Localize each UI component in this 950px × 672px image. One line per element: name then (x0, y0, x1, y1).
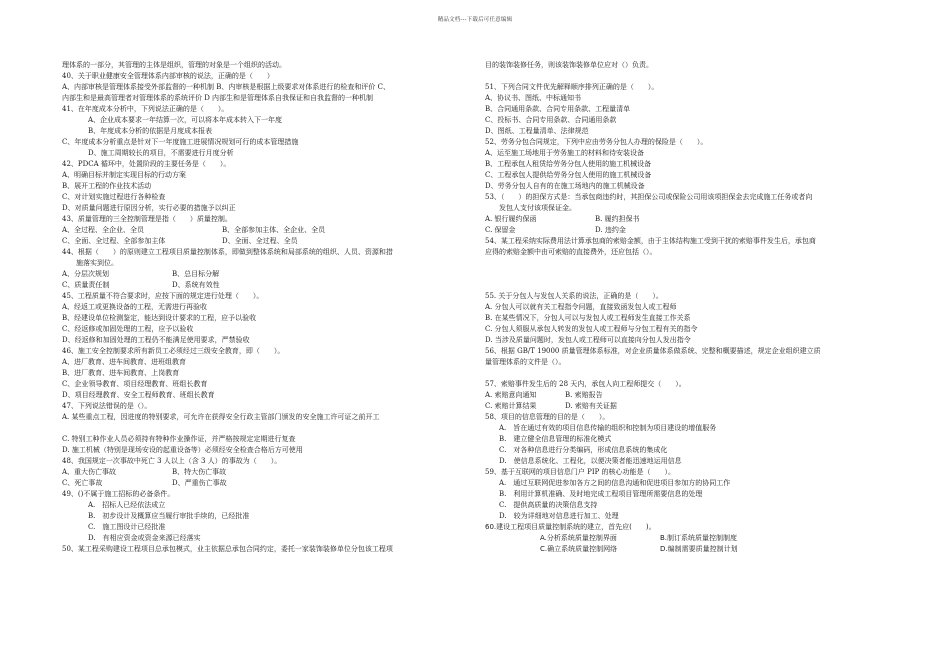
text-line: C、经返修或加固处理的工程，应予以验收 (62, 325, 194, 333)
text-line: B. 建立健全信息管理的标准化模式 (499, 435, 612, 443)
text-line: A. 某些重点工程，因进度的特别要求，可允许在获得安全行政主管部门颁发的安全施工许可证之前开工 (62, 413, 380, 421)
text-line: D. 施工机械（特别是现场安设的起重设备等）必须经安全检查合格后方可使用 (62, 446, 303, 454)
text-line: C. 施工图设计已经批准 (88, 523, 166, 531)
text-line: 47、下列说法错误的是（）。 (62, 402, 152, 410)
option-text: B. 履约担保书 (595, 215, 640, 223)
text-line: C、年度成本分析重点是针对下一年度施工进展情况规划可行的成本管理措施 (62, 138, 299, 146)
text-line: 施落实到位。 (76, 259, 118, 267)
text-line: 42、PDCA 循环中，处置阶段的主要任务是（ ）。 (62, 160, 231, 168)
text-line: 53、（ ）的担保方式是：当承包商违约时，其担保公司或保险公司用该项担保金去完成施工任务或者向 (485, 193, 813, 201)
text-line: 60.建设工程项目质量控制系统的建立，首先应( )。 (485, 523, 656, 531)
option-text: B、全部参加主体、全企业、全员 (222, 226, 326, 234)
text-line: 43、质量管理的三全控制管理是指（ ）质量控制。 (62, 215, 232, 223)
blank-line (485, 258, 895, 291)
text-line: 内部生和是最高管理者对管理体系的系统评价 D 内部生和是管理体系自我保证和自我监督的一种机制 (62, 94, 374, 102)
text-line: B、合同通用条款、合同专用条款、工程量清单 (485, 105, 631, 113)
text-line: B、展开工程的作业技术活动 (62, 182, 152, 190)
text-line: C. 特别工种作业人员必须持有特种作业操作证，并严格按规定定期进行复查 (62, 435, 296, 443)
text-line: A、企业成本要求一年结算一次，可以将本年成本转入下一年度 (88, 116, 283, 124)
text-line: 发包人支付该项保证金。 (499, 204, 576, 212)
page-header: 精品文档---下载后可任意编辑 (437, 17, 513, 23)
text-line: B. 在某些情况下，分包人可以与发包人或工程师发生直接工作关系 (485, 314, 691, 322)
option-row (62, 225, 467, 236)
text-line: D、施工周期较长的项目，不需要进行月度分析 (88, 149, 234, 157)
text-line: 54、某工程采纳实际费用法计算承包商的索赔金额，由于主体结构施工受到干扰的索赔事件发生后，承包商 (485, 237, 816, 245)
option-text: D、全面、全过程、全员 (222, 237, 298, 245)
text-line: 50、某工程采购建设工程项目总承包模式，业主依据总承包合同约定，委托一家装饰装修单位分包该工程项 (62, 545, 393, 553)
text-line: B. 利用计算机准确、及时地完成工程项目管理所需要信息的处理 (499, 490, 703, 498)
option-text: B.制订系统质量控制制度 (660, 534, 738, 542)
blank-line (485, 71, 895, 82)
text-line: A、内部审核是管理体系接受外部监督的一种机制 B、内审核是根据上级要求对体系进行的检查和评价 C、 (62, 83, 391, 91)
option-row (62, 236, 467, 247)
text-line: 52、劳务分包合同规定，下列中应由劳务分包人办理的保险是（ ）。 (485, 138, 708, 146)
option-text: A、全过程、全企业、全员 (62, 226, 145, 234)
text-line: A、进厂教育、进车间教育、进班组教育 (62, 358, 187, 366)
text-line: 41、在年度成本分析中，下列说法正确的是（ ）。 (62, 105, 229, 113)
text-line: 56、根据 GB/T 19000 质量管理体系标准，对企业质量体系做系统、完整和概要描述，规定企业组织建立质 (485, 347, 821, 355)
option-text: B、特大伤亡事故 (172, 468, 227, 476)
text-line: D. 较为详细地对信息进行加工、处理 (499, 512, 619, 520)
option-text: D、严重伤亡事故 (172, 479, 227, 487)
text-line: D、图纸、工程量清单、法律规范 (485, 127, 589, 135)
text-line: 51、下列合同文件优先解释顺序排列正确的是（ ）。 (485, 83, 659, 91)
option-row (62, 269, 467, 280)
text-line: 46、施工安全控制要求所有新员工必须经过三级安全教育，即（ ）。 (62, 347, 285, 355)
text-line: A. 通过互联网促进参加各方之间的信息沟通和促进项目参加方的协同工作 (499, 479, 731, 487)
text-line: A、明确目标并制定实现目标的行动方案 (62, 171, 187, 179)
option-row (485, 401, 895, 412)
text-line: C. 分包人须服从承包人转发的发包人或工程师与分包工程有关的指令 (485, 325, 698, 333)
text-line: 49、()不属于施工招标的必备条件。 (62, 490, 175, 498)
option-row (62, 467, 467, 478)
option-text: C.确立系统质量控制网络 (540, 545, 618, 553)
option-text: A. 索赔意向通知 (485, 391, 537, 399)
option-text: D.编制需要质量控制计划 (660, 545, 738, 553)
text-line: A. 旨在通过有效的项目信息传输的组织和控制为项目建设的增值服务 (499, 424, 717, 432)
text-line: D、对质量问题进行原因分析，实行必要的措施予以纠正 (62, 204, 236, 212)
option-text: A.分析系统质量控制界面 (540, 534, 617, 542)
option-row (62, 280, 467, 291)
option-text: A、分层次规划 (62, 270, 110, 278)
blank-line (485, 368, 895, 379)
option-text: C、质量责任制 (62, 281, 110, 289)
text-line: A. 招标人已经依法成立 (88, 501, 166, 509)
option-text: D. 违约金 (595, 226, 626, 234)
text-line: 40、关于职业健康安全管理体系内部审核的说法，正确的是（ ） (62, 72, 274, 80)
text-line: B、工程承包人租赁给劳务分包人使用的施工机械设备 (485, 160, 652, 168)
text-line: D、劳务分包人自有的在施工场地内的施工机械设备 (485, 182, 645, 190)
option-row (485, 390, 895, 401)
text-line: 44、根据（ ）的原则建立工程项目质量控制体系，即做到整体系统和局部系统的组织、人员、资源和措 (62, 248, 393, 256)
text-line: 量管理体系的文件是（）。 (485, 358, 566, 366)
text-line: C、对计划实施过程进行各种检查 (62, 193, 166, 201)
text-line: D、项目经理教育、安全工程师教育、班组长教育 (62, 391, 215, 399)
option-row (485, 533, 895, 544)
option-row (485, 214, 895, 225)
text-line: A. 分包人可以就有关工程指令问题，直接致函发包人或工程师 (485, 303, 677, 311)
text-line: C、投标书、合同专用条款、合同通用条款 (485, 116, 617, 124)
text-line: D. 有相应资金或资金来源已经落实 (88, 534, 201, 542)
text-line: 45、工程质量不符合要求时，应按下面的规定进行处理（ ）。 (62, 292, 264, 300)
text-line: 48、我国规定一次事故中死亡 3 人以上（含 3 人）的事故为（ ）。 (62, 457, 282, 465)
text-line: B、年度成本分析的依据是月度成本报表 (88, 127, 213, 135)
option-text: D、系统有效性 (172, 281, 220, 289)
text-line: 理体系的一部分，其管理的主体是组织，管理的对象是一个组织的活动。 (62, 61, 286, 69)
text-line: A、运至施工场地用于劳务施工的材料和待安装设备 (485, 149, 645, 157)
option-text: D. 索赔有关证据 (565, 402, 617, 410)
text-line: 目的装饰装修任务，则该装饰装修单位应对（）负责。 (485, 61, 653, 69)
option-row (485, 544, 895, 555)
option-text: C. 索赔计算结果 (485, 402, 537, 410)
left-column (62, 60, 467, 555)
option-row (62, 478, 467, 489)
text-line: 58、项目的信息管理的目的是（ ）。 (485, 413, 610, 421)
text-line: B. 初步设计及概算应当履行审批手续的，已经批准 (88, 512, 250, 520)
text-line: 57、索赔事件发生后的 28 天内，承包人向工程师提交（ ）。 (485, 380, 686, 388)
text-line: C. 提供高质量的决策信息支持 (499, 501, 598, 509)
option-text: A、重大伤亡事故 (62, 468, 117, 476)
text-line: D、经返修和加固处理的工程仍不能满足使用要求，严禁验收 (62, 336, 250, 344)
text-line: D. 使信息系统化、工程化，以便决策者能迅速地运用信息 (499, 457, 682, 465)
text-line: C、工程承包人提供给劳务分包人使用的施工机械设备 (485, 171, 652, 179)
option-text: C、全面、全过程、全部参加主体 (62, 237, 166, 245)
blank-line (62, 423, 467, 434)
option-text: C、死亡事故 (62, 479, 103, 487)
option-text: B. 索赔报告 (565, 391, 603, 399)
text-line: D. 当涉及质量问题时，发包人或工程师可以直接向分包人发出指令 (485, 336, 691, 344)
text-line: B、经建设单位检测鉴定，能达到设计要求的工程，应予以验收 (62, 314, 257, 322)
text-line: 应得的索赔金额中由可索赔的直接费外，还应包括（）。 (485, 248, 657, 256)
text-line: 55. 关于分包人与发包人关系的说法，正确的是（ ）。 (485, 292, 663, 300)
text-line: 59、基于互联网的项目信息门户 PIP 的核心功能是（ ）。 (485, 468, 676, 476)
option-text: C. 保留金 (485, 226, 516, 234)
text-line: C、企业领导教育、项目经理教育、班组长教育 (62, 380, 208, 388)
text-line: C. 对各种信息进行分类编码，形成信息系统的集成化 (499, 446, 668, 454)
right-column (485, 60, 895, 555)
text-line: A、经返工或更换设备的工程，无需进行再验收 (62, 303, 208, 311)
text-line: A、协议书、图纸、中标通知书 (485, 94, 582, 102)
option-row (485, 225, 895, 236)
text-line: B、进厂教育、进车间教育、上岗教育 (62, 369, 180, 377)
option-text: A. 银行履约保函 (485, 215, 537, 223)
option-text: B、总目标分解 (172, 270, 220, 278)
